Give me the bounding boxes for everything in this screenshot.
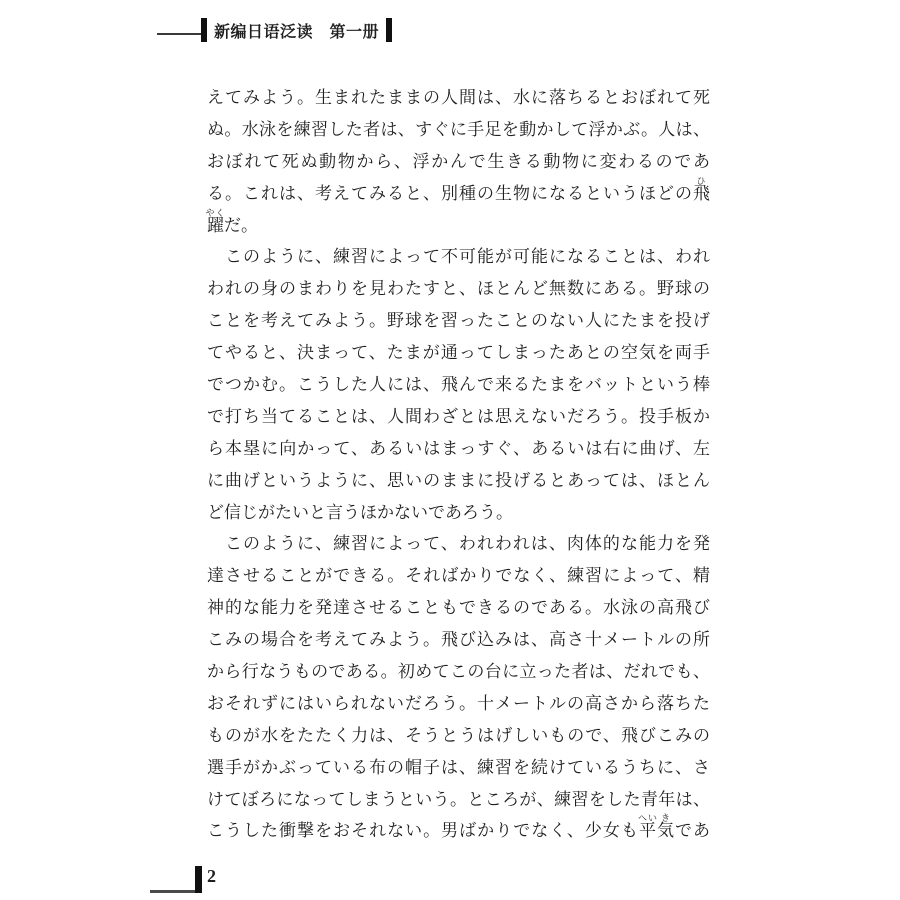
text-line: おぼれて死ぬ動物から、浮かんで生きる動物に変わるのであ <box>207 151 710 171</box>
text-line: こみの場合を考えてみよう。飛び込みは、高さ十メートルの所 <box>207 630 710 650</box>
text-line: やく 躍だ。 <box>205 207 258 235</box>
page-number: 2 <box>207 866 216 886</box>
text-line: る。これは、考えてみると、別種の生物になるというほどの ひ 飛 <box>207 175 710 203</box>
ruby-annotated-kanji: やく 躍 <box>205 207 226 235</box>
text-line: でつかむ。こうした人には、飛んで来るたまをバットという棒 <box>207 375 710 395</box>
text-line: けてぼろになってしまうという。ところが、練習をした青年は、 <box>207 789 710 809</box>
text-line: 選手がかぶっている布の帽子は、練習を続けているうちに、さ <box>207 757 710 777</box>
text-line: から行なうものである。初めてこの台に立った者は、だれでも、 <box>207 662 710 682</box>
text-line: われの身のまわりを見わたすと、ほとんど無数にある。野球の <box>207 279 710 299</box>
footer-bar <box>195 866 202 893</box>
text-line: こうした衝撃をおそれない。男ばかりでなく、少女も へい 平 き 気であ <box>207 813 710 841</box>
text-line: ど信じがたいと言うほかないであろう。 <box>207 502 513 522</box>
page-body <box>207 82 710 847</box>
text-line: ら本塁に向かって、あるいはまっすぐ、あるいは右に曲げ、左 <box>207 438 710 458</box>
text-line: えてみよう。生まれたままの人間は、水に落ちるとおぼれて死 <box>207 88 710 107</box>
text-line: てやると、決まって、たまが通ってしまったあとの空気を両手 <box>207 343 710 363</box>
furigana-text: へい <box>637 813 658 824</box>
header-bar-right <box>386 18 392 42</box>
footer-rule <box>150 890 198 893</box>
text-line: で打ち当てることは、人間わざとは思えないだろう。投手板か <box>207 406 710 426</box>
furigana-text: やく <box>205 207 226 218</box>
text-line: 神的な能力を発達させることもできるのである。水泳の高飛び <box>207 598 710 618</box>
text-line: ぬ。水泳を練習した者は、すぐに手足を動かして浮かぶ。人は、 <box>207 119 710 139</box>
text-line: おそれずにはいられないだろう。十メートルの高さから落ちた <box>207 693 710 713</box>
text-line: ことを考えてみよう。野球を習ったことのない人にたまを投げ <box>207 311 710 331</box>
running-head-title: 新编日语泛读 第一册 <box>214 23 380 41</box>
page-header <box>201 17 392 43</box>
text-line: このように、練習によって不可能が可能になることは、われ <box>207 247 710 267</box>
ruby-annotated-kanji: へい 平 <box>637 813 658 841</box>
ruby-annotated-kanji: き 気 <box>656 813 675 841</box>
text-line: に曲げというように、思いのままに投げるとあっては、ほとん <box>207 470 710 490</box>
text-line: このように、練習によって、われわれは、肉体的な能力を発 <box>207 534 710 554</box>
furigana-text: き <box>660 813 671 824</box>
header-rule <box>157 33 206 35</box>
furigana-text: ひ <box>696 175 707 186</box>
ruby-annotated-kanji: ひ 飛 <box>693 175 710 203</box>
text-line: 達させることができる。そればかりでなく、練習によって、精 <box>207 566 710 586</box>
text-line: ものが水をたたく力は、そうとうはげしいもので、飛びこみの <box>207 725 710 745</box>
